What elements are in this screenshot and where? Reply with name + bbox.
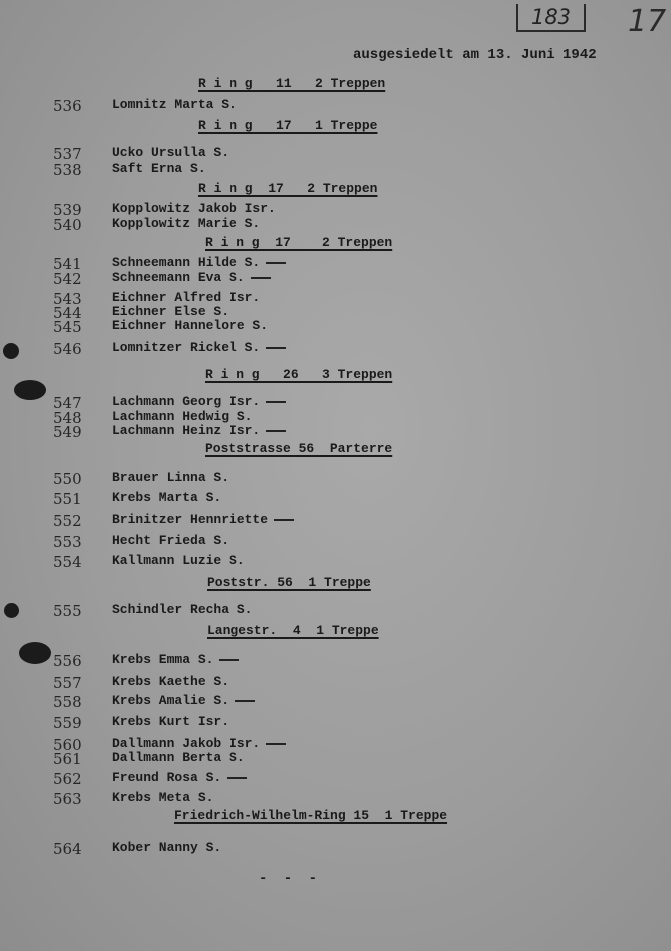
entry-name <box>112 409 252 424</box>
address-heading: Poststrasse 56 Parterre <box>205 441 393 456</box>
entry-name <box>112 290 260 305</box>
address-heading: R i n g 17 1 Treppe <box>198 118 378 133</box>
pen-mark-dash <box>235 700 255 702</box>
entry-name-text: Lachmann Hedwig S. <box>112 409 253 424</box>
entry-number: 562 <box>53 770 82 788</box>
entry-number: 553 <box>53 533 82 551</box>
entry-name <box>112 770 247 785</box>
entry-name-text: Krebs Marta S. <box>112 490 222 505</box>
entry-name <box>112 255 286 270</box>
entry-number: 540 <box>53 216 82 234</box>
entry-name <box>112 652 239 667</box>
address-heading: Friedrich-Wilhelm-Ring 15 1 Treppe <box>174 808 448 823</box>
entry-name-text: Freund Rosa S. <box>112 770 222 785</box>
entry-number: 545 <box>53 318 82 336</box>
pen-mark-dash <box>266 430 286 432</box>
entry-name-text: Lomnitzer Rickel S. <box>112 340 261 355</box>
entry-name-text: Hecht Frieda S. <box>112 533 230 548</box>
pen-mark-dash <box>266 401 286 403</box>
entry-name-text: Eichner Hannelore S. <box>112 318 269 333</box>
pen-mark-dash <box>251 277 271 279</box>
entry-number: 561 <box>53 750 82 768</box>
entry-name <box>112 318 268 333</box>
entry-name-text: Kallmann Luzie S. <box>112 553 245 568</box>
entry-name-text: Kober Nanny S. <box>112 840 222 855</box>
entry-name <box>112 602 252 617</box>
pen-mark-dash <box>266 743 286 745</box>
entry-name <box>112 533 229 548</box>
entry-number: 546 <box>53 340 82 358</box>
entry-name-text: Schindler Recha S. <box>112 602 253 617</box>
entry-number: 558 <box>53 693 82 711</box>
entry-name <box>112 693 255 708</box>
entry-name-text: Lomnitz Marta S. <box>112 97 237 112</box>
entry-name-text: Schneemann Eva S. <box>112 270 245 285</box>
entry-number: 551 <box>53 490 82 508</box>
entry-name <box>112 201 276 216</box>
entry-name <box>112 470 229 485</box>
entry-name <box>112 216 260 231</box>
entry-name-text: Kopplowitz Jakob Isr. <box>112 201 276 216</box>
address-heading: Langestr. 4 1 Treppe <box>207 623 379 638</box>
address-heading: R i n g 17 2 Treppen <box>205 235 393 250</box>
entry-name <box>112 145 229 160</box>
entry-number: 543 <box>53 290 82 308</box>
entry-name <box>112 512 294 527</box>
entry-number: 537 <box>53 145 82 163</box>
entry-name-text: Lachmann Georg Isr. <box>112 394 261 409</box>
entry-name <box>112 714 229 729</box>
entry-name-text: Krebs Kurt Isr. <box>112 714 230 729</box>
entry-number: 544 <box>53 304 82 322</box>
entry-number: 536 <box>53 97 82 115</box>
entry-name <box>112 490 221 505</box>
entry-name <box>112 304 229 319</box>
entry-number: 541 <box>53 255 82 273</box>
entry-name-text: Krebs Emma S. <box>112 652 214 667</box>
entry-name-text: Eichner Alfred Isr. <box>112 290 261 305</box>
entry-name-text: Krebs Meta S. <box>112 790 214 805</box>
folio-number: 17 <box>628 4 667 39</box>
entry-name-text: Kopplowitz Marie S. <box>112 216 261 231</box>
entry-name-text: Dallmann Berta S. <box>112 750 245 765</box>
entry-name <box>112 553 245 568</box>
dateline: ausgesiedelt am 13. Juni 1942 <box>353 47 597 63</box>
entry-name <box>112 674 229 689</box>
end-mark: - - - <box>259 871 322 887</box>
address-heading: R i n g 17 2 Treppen <box>198 181 378 196</box>
punch-hole-icon <box>3 343 19 359</box>
entry-number: 539 <box>53 201 82 219</box>
entry-number: 538 <box>53 161 82 179</box>
entry-name-text: Krebs Kaethe S. <box>112 674 230 689</box>
pen-mark-dash <box>227 777 247 779</box>
entry-number: 559 <box>53 714 82 732</box>
pen-mark-dash <box>219 659 239 661</box>
address-heading: R i n g 26 3 Treppen <box>205 367 393 382</box>
entry-name-text: Saft Erna S. <box>112 161 206 176</box>
entry-name <box>112 394 286 409</box>
entry-number: 554 <box>53 553 82 571</box>
entry-name <box>112 97 237 112</box>
entry-name-text: Lachmann Heinz Isr. <box>112 423 261 438</box>
entry-name <box>112 736 286 751</box>
entry-number: 555 <box>53 602 82 620</box>
archive-stamp: 183 <box>516 4 586 32</box>
address-heading: R i n g 11 2 Treppen <box>198 76 386 91</box>
punch-hole-icon <box>19 642 51 664</box>
pen-mark-dash <box>266 347 286 349</box>
entry-name-text: Brinitzer Hennriette <box>112 512 269 527</box>
entry-name <box>112 270 271 285</box>
entry-name <box>112 840 221 855</box>
entry-name-text: Eichner Else S. <box>112 304 230 319</box>
entry-name-text: Dallmann Jakob Isr. <box>112 736 261 751</box>
entry-name <box>112 423 286 438</box>
punch-hole-icon <box>14 380 46 400</box>
entry-number: 548 <box>53 409 82 427</box>
punch-hole-icon <box>4 603 19 618</box>
entry-number: 547 <box>53 394 82 412</box>
entry-number: 557 <box>53 674 82 692</box>
entry-number: 542 <box>53 270 82 288</box>
entry-name-text: Krebs Amalie S. <box>112 693 230 708</box>
entry-number: 552 <box>53 512 82 530</box>
entry-name <box>112 790 213 805</box>
entry-name <box>112 161 206 176</box>
entry-name-text: Ucko Ursulla S. <box>112 145 230 160</box>
entry-number: 563 <box>53 790 82 808</box>
entry-number: 564 <box>53 840 82 858</box>
entry-number: 556 <box>53 652 82 670</box>
entry-name <box>112 750 245 765</box>
pen-mark-dash <box>274 519 294 521</box>
address-heading: Poststr. 56 1 Treppe <box>207 575 371 590</box>
entry-number: 550 <box>53 470 82 488</box>
pen-mark-dash <box>266 262 286 264</box>
entry-name <box>112 340 286 355</box>
entry-name-text: Brauer Linna S. <box>112 470 230 485</box>
entry-number: 549 <box>53 423 82 441</box>
entry-number: 560 <box>53 736 82 754</box>
entry-name-text: Schneemann Hilde S. <box>112 255 261 270</box>
